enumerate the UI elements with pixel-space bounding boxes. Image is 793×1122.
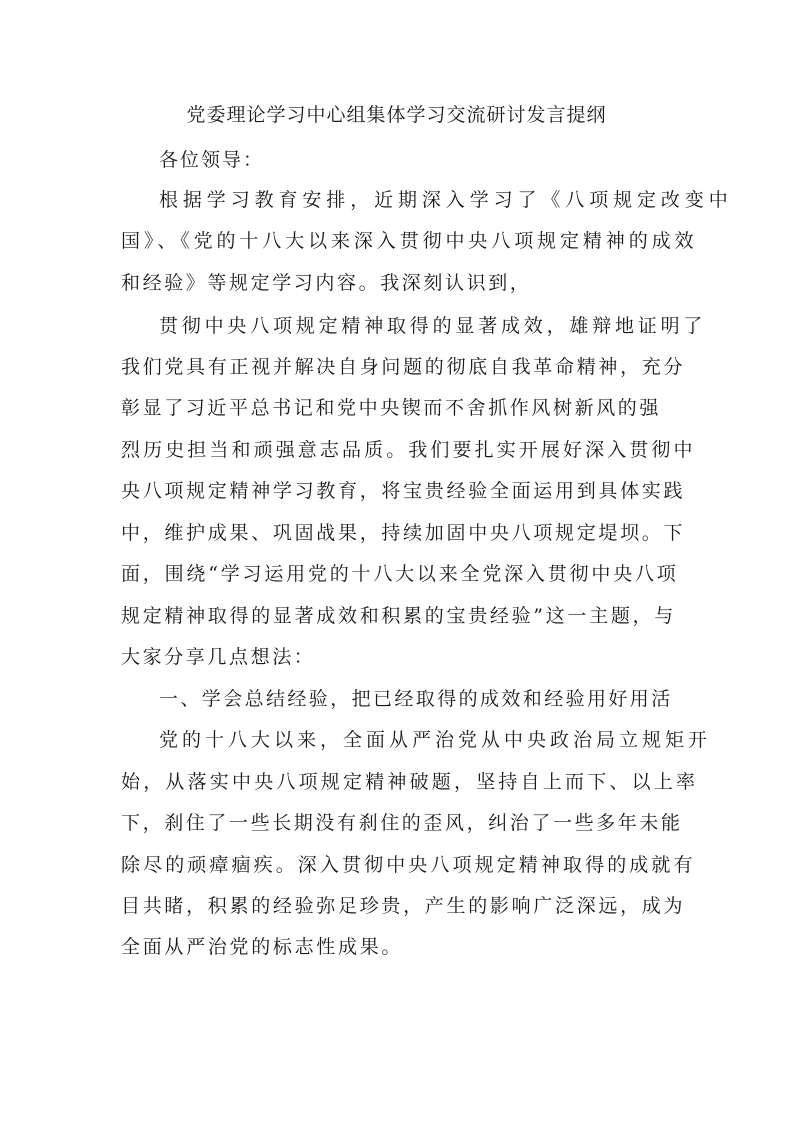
body-line: 彰显了习近平总书记和党中央锲而不舍抓作风树新风的强	[121, 397, 662, 419]
body-line: 全面从严治党的标志性成果。	[121, 936, 404, 958]
body-line: 除尽的顽瘴痼疾。深入贯彻中央八项规定精神取得的成就有	[121, 854, 696, 876]
body-line: 根据学习教育安排，近期深入学习了《八项规定改变中	[159, 189, 733, 211]
salutation: 各位领导：	[159, 149, 265, 171]
body-line: 规定精神取得的显著成效和积累的宝贵经验”这一主题，与	[121, 605, 676, 627]
body-line: 党的十八大以来，全面从严治党从中央政治局立规矩开	[159, 729, 712, 751]
document-title: 党委理论学习中心组集体学习交流研讨发言提纲	[186, 104, 607, 126]
body-line: 目共睹，积累的经验弥足珍贵，产生的影响广泛深远，成为	[121, 895, 686, 917]
body-line: 下，刹住了一些长期没有刹住的歪风，纠治了一些多年未能	[121, 812, 683, 834]
body-line: 面，围绕“学习运用党的十八大以来全党深入贯彻中央八项	[121, 563, 679, 585]
body-line: 始，从落实中央八项规定精神破题，坚持自上而下、以上率	[121, 771, 699, 793]
body-line: 和经验》等规定学习内容。我深刻认识到，	[121, 272, 532, 294]
section-heading: 一、学会总结经验，把已经取得的成效和经验用好用活	[159, 688, 673, 710]
body-line: 我们党具有正视并解决自身问题的彻底自我革命精神，充分	[121, 356, 686, 378]
body-line: 央八项规定精神学习教育，将宝贵经验全面运用到具体实践	[121, 480, 686, 502]
body-line: 国》、《党的十八大以来深入贯彻中央八项规定精神的成效	[121, 230, 698, 252]
body-line: 大家分享几点想法：	[121, 646, 316, 668]
body-line: 贯彻中央八项规定精神取得的显著成效，雄辩地证明了	[159, 315, 707, 337]
body-line: 烈历史担当和顽强意志品质。我们要扎实开展好深入贯彻中	[121, 439, 696, 461]
body-line: 中，维护成果、巩固战果，持续加固中央八项规定堤坝。下	[121, 522, 686, 544]
